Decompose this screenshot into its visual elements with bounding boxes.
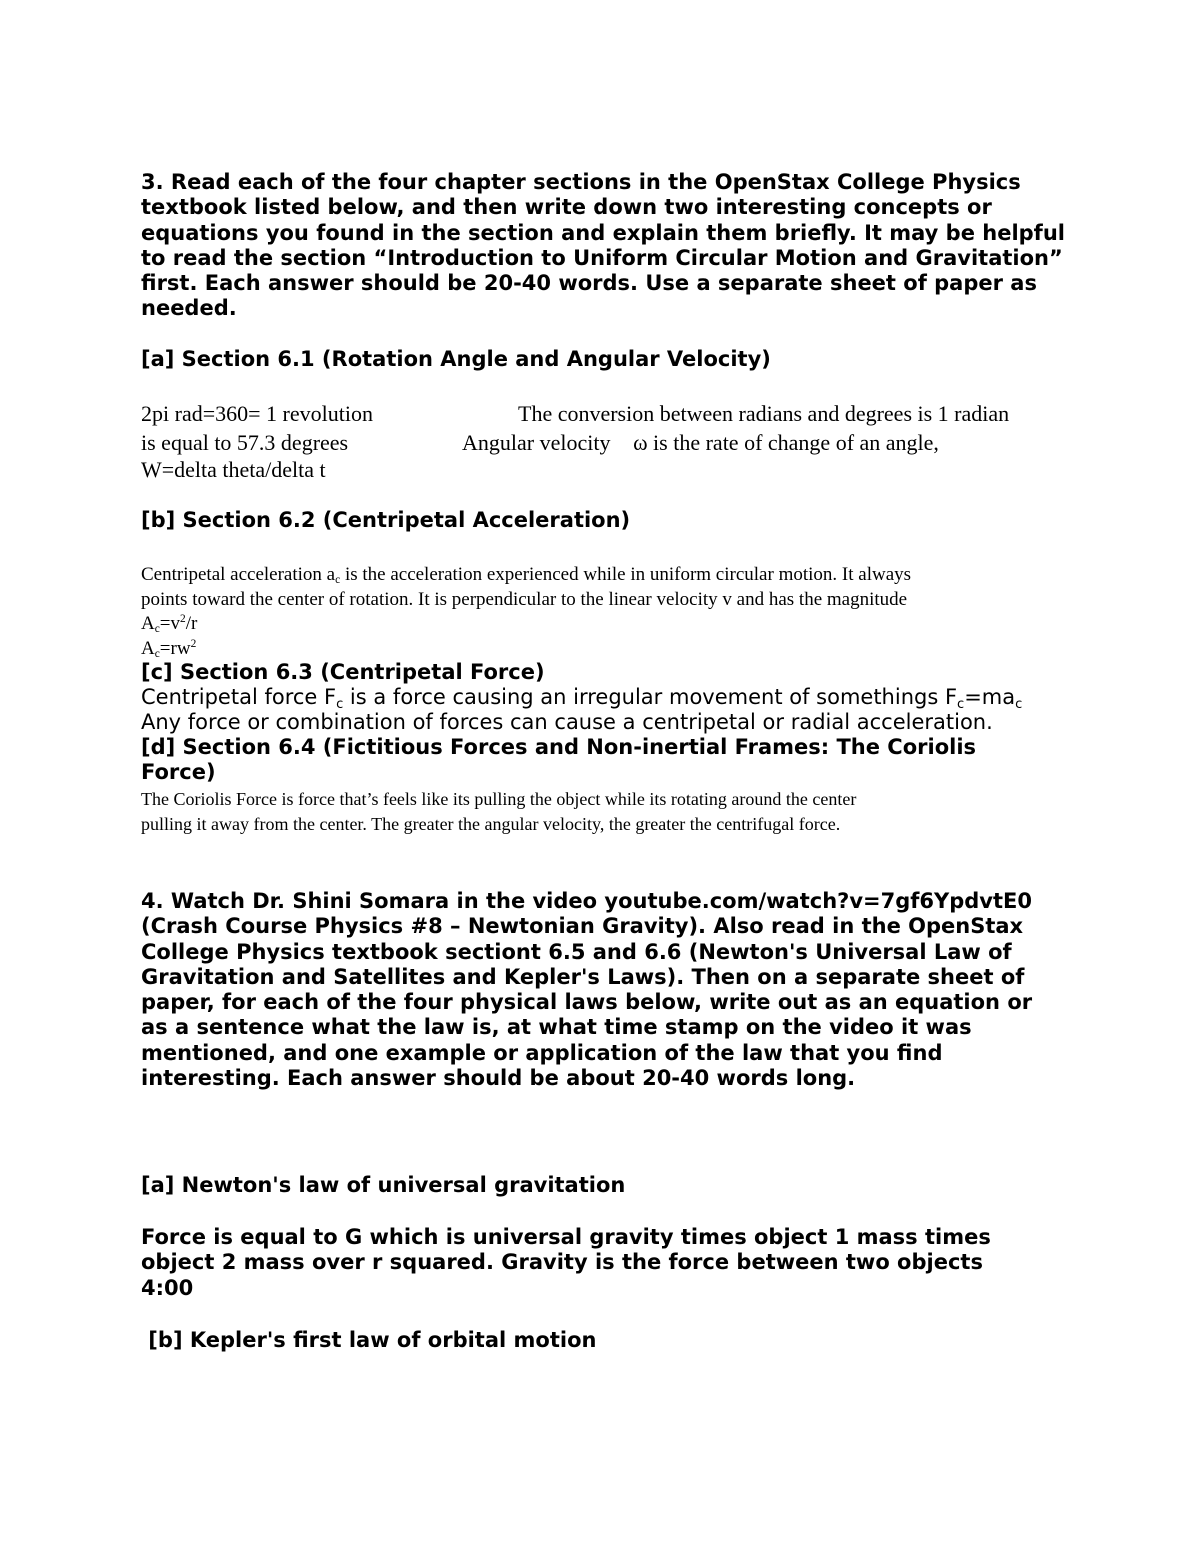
answer-6-4-line2: pulling it away from the center. The greater the angular velocity, the greater the centrifugal force. — [141, 813, 841, 834]
answer-6-2-line1: Centripetal acceleration $a_c$ is the acceleration experienced while in uniform circular motion. It always — [141, 564, 912, 586]
answer-6-1-line3: W=delta theta/delta t — [141, 457, 326, 482]
answer-6-3-line2: Any force or combination of forces can cause a centripetal or radial acceleration. — [141, 710, 993, 735]
section-6-2-answer — [141, 563, 1081, 661]
newton-law-answer: Force is equal to G which is universal gravity times object 1 mass times object 2 mass over r squared. Gravity is the force between two objects 4:00 — [141, 1225, 991, 1300]
question-4-prompt: 4. Watch Dr. Shini Somara in the video youtube.com/watch?v=7gf6YpdvtE0 (Crash Course Physics #8 – Newtonian Gravity). Also read in the OpenStax College Physics textbook sectiont 6.5 and 6.6 (Newton's Universal Law of Gravitation and Satellites and Kepler's Laws). Then on a separate sheet of paper, for each of the four physical laws below, write out as an equation or as a sentence what the law is, at what time stamp on the video it was mentioned, and one example or application of the law that you find interesting. Each answer should be about 20-40 words long. — [141, 889, 1033, 1091]
kepler-first-law-heading: [b] Kepler's first law of orbital motion — [141, 1328, 597, 1352]
newton-law-heading: [a] Newton's law of universal gravitation — [141, 1173, 626, 1197]
section-6-3-heading: [c] Section 6.3 (Centripetal Force) — [141, 660, 545, 684]
question-3-prompt: 3. Read each of the four chapter sections in the OpenStax College Physics textbook listed below, and then write down two interesting concepts or equations you found in the section and explain them briefly. It may be helpful to read the section “Introduction to Uniform Circular Motion and Gravitation” first. Each answer should be 20-40 words. Use a separate sheet of paper as needed. — [141, 170, 1065, 321]
section-6-1-heading: [a] Section 6.1 (Rotation Angle and Angular Velocity) — [141, 347, 771, 371]
section-6-4-heading: [d] Section 6.4 (Fictitious Forces and Non-inertial Frames: The Coriolis Force) — [141, 735, 977, 785]
answer-6-1-line1-left: 2pi rad=360= 1 revolution — [141, 401, 373, 426]
section-6-2-heading: [b] Section 6.2 (Centripetal Acceleration) — [141, 508, 631, 532]
section-6-4-answer — [141, 787, 1081, 836]
formula-centripetal-acceleration-w: $A_c=rw^2$ — [141, 637, 197, 660]
answer-6-4-line1: The Coriolis Force is force that’s feels like its pulling the object while its rotating around the center — [141, 789, 857, 809]
answer-6-3-line1: Centripetal force $F_c$ is a force causing an irregular movement of somethings $F_c=ma_c$ — [141, 685, 1023, 712]
section-6-3-answer — [141, 685, 1081, 736]
answer-6-2-line2: points toward the center of rotation. It is perpendicular to the linear velocity v and has the magnitude — [141, 588, 908, 610]
answer-6-1-line2-right: Angular velocity  ω is the rate of change of an angle, — [462, 430, 939, 455]
formula-centripetal-acceleration-v: $A_c=v^2/r$ — [141, 613, 198, 635]
answer-6-1-line1-right: The conversion between radians and degrees is 1 radian — [518, 401, 1010, 426]
answer-6-1-line2-left: is equal to 57.3 degrees — [141, 430, 349, 455]
